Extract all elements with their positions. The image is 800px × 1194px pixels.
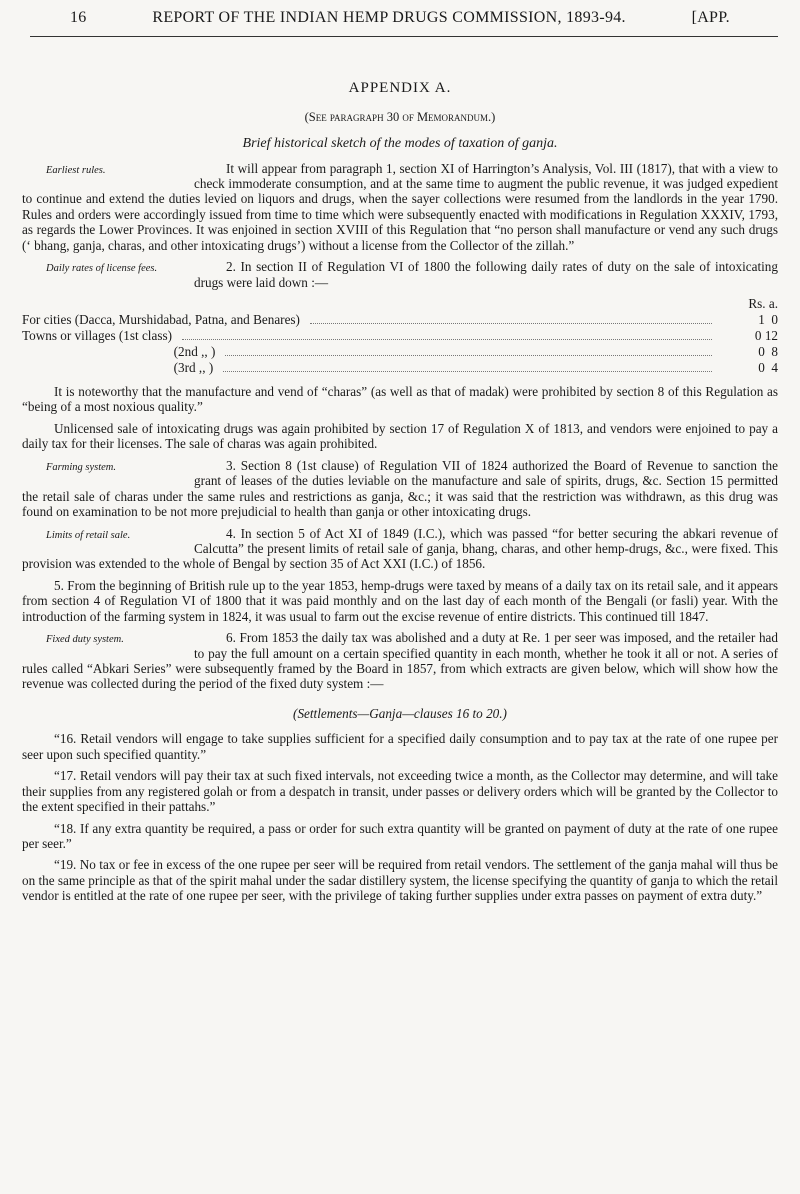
rate-row — [22, 312, 778, 328]
rates-table — [22, 296, 778, 376]
paragraph-2 — [22, 259, 778, 290]
margin-note-retail-limits: Limits of retail sale. — [46, 529, 131, 541]
margin-note-daily-rates: Daily rates of license fees. — [46, 263, 158, 275]
rate-row — [22, 328, 778, 344]
paragraph-2-unlicensed: Unlicensed sale of intoxicating drugs was again prohibited by section 17 of Regulation X of 1813, and vendors were enjoined to pay a daily tax for their licenses. The sale of charas was again prohibited. — [22, 420, 778, 452]
clauses-title: (Settlements—Ganja—clauses 16 to 20.) — [293, 705, 507, 721]
currency-header-label: Rs. a. — [748, 296, 778, 312]
clause-19: “19. No tax or fee in excess of the one rupee per seer will be required from retail vendors. The settlement of the ganja mahal will thus be on the same principle as that of the spirit mahal under the sadar distillery system, the license specifying the quantity of ganja to which the retail vendor is entitled at the rate of one rupee per seer, with the privilege of taking further supplies under extra passes on payment of extra duty.” — [22, 857, 778, 904]
leader-dots — [182, 339, 712, 340]
rate-label: Towns or villages (1st class) — [22, 328, 172, 344]
rate-row — [22, 360, 778, 376]
rate-label: (2nd ,, ) — [22, 344, 216, 360]
running-head — [70, 9, 730, 28]
rate-row — [22, 344, 778, 360]
rate-value: 0 12 — [754, 328, 778, 344]
paragraph-4 — [22, 526, 778, 572]
paragraph-3-text: 3. Section 8 (1st clause) of Regulation VII of 1824 authorized the Board of Revenue to sanction the grant of leases of the duties leviable on the manufacture and sale of spirits, drugs, &c. Section 15 permitted the retail sale of charas under the same rules and restrictions as ganja, &c.; it was said that the restriction was withdrawn, as this drug was found on examination to be not more prejudicial to health than ganja or other intoxicating drugs. — [22, 457, 778, 520]
leader-dots — [310, 323, 712, 324]
paragraph-2-text: 2. In section II of Regulation VI of 1800 the following daily rates of duty on the sale of intoxicating drugs were laid down :— — [194, 259, 778, 290]
paragraph-6-text: 6. From 1853 the daily tax was abolished and a duty at Re. 1 per seer was imposed, and the retailer had to pay the full amount on a certain specified quantity in each month, whether he took it all or not. A series of rules called “Abkari Series” were subsequently framed by the Board in 1857, from which extracts are given below, which will show how the revenue was collected during the period of the fixed duty system :— — [22, 630, 778, 692]
header-rule — [30, 36, 778, 37]
rate-value: 0 4 — [758, 360, 778, 376]
paragraph-1 — [22, 161, 778, 254]
paragraph-4-text: 4. In section 5 of Act XI of 1849 (I.C.), which was passed “for better securing the abkari revenue of Calcutta” the present limits of retail sale of ganja, bhang, charas, and other hemp-drugs, &c., were fixed. This provision was extended to the whole of Bengal by section 35 of Act XXI (I.C.) of 1856. — [22, 525, 778, 572]
rate-label: (3rd ,, ) — [22, 360, 214, 376]
document-body — [22, 80, 778, 910]
paragraph-2-noteworthy: It is noteworthy that the manufacture and vend of “charas” (as well as that of madak) were prohibited by section 8 of this Regulation as “being of a most noxious quality.” — [22, 384, 778, 415]
clause-18: “18. If any extra quantity be required, a pass or order for such extra quantity will be granted on payment of duty at the rate of one rupee per seer.” — [22, 820, 778, 851]
paragraph-1-text: It will appear from paragraph 1, section XI of Harrington’s Analysis, Vol. III (1817), that with a view to check immoderate consumption, and at the same time to augment the public revenue, it was judged expedient to continue and extend the duties levied on liquors and drugs, when the sayer collections were resumed from the landlords in the year 1790. Rules and orders were accordingly issued from time to time which were subsequently enacted with modifications in Regulation XXXIV, 1793, as regards the Lower Provinces. It was enjoined in section XVIII of this Regulation that “no person shall manufacture or vend any such drugs (‘ bhang, ganja, charas, and other intoxicating drugs’) without a license from the Collector of the zillah.” — [22, 160, 778, 253]
margin-note-earliest-rules: Earliest rules. — [46, 164, 106, 176]
clause-17: “17. Retail vendors will pay their tax at such fixed intervals, not exceeding twice a month, as the Collector may determine, and will take their supplies from any registered golah or from a despatch in transit, under passes or delivery orders which will be granted by the Collector to the extent specified in their pattahs.” — [22, 768, 778, 815]
page-number: 16 — [70, 9, 87, 26]
paragraph-5: 5. From the beginning of British rule up to the year 1853, hemp-drugs were taxed by means of a daily tax on its retail sale, and it appears from section 4 of Regulation VI of 1800 that it was paid monthly and on the last day of each month of the Bengali (or fasli) year. With the introduction of the farming system in 1824, it was usual to farm out the excise revenue of entire districts. This continued till 1847. — [22, 577, 778, 624]
appendix-title: APPENDIX A. — [348, 80, 452, 96]
rate-value: 1 0 — [758, 312, 778, 328]
document-subtitle: Brief historical sketch of the modes of taxation of ganja. — [242, 136, 558, 152]
report-title: REPORT OF THE INDIAN HEMP DRUGS COMMISSION, 1893-94. — [152, 9, 626, 26]
rate-label: For cities (Dacca, Murshidabad, Patna, and Benares) — [22, 312, 300, 328]
clause-16: “16. Retail vendors will engage to take supplies sufficient for a specified daily consumption and to pay tax at the rate of one rupee per seer upon such specified quantity.” — [22, 731, 778, 762]
paragraph-6 — [22, 630, 778, 692]
leader-dots — [223, 371, 712, 372]
leader-dots — [225, 355, 712, 356]
appendix-mark: [APP. — [691, 9, 730, 26]
rate-value: 0 8 — [758, 344, 778, 360]
memorandum-reference: (See paragraph 30 of Memorandum.) — [304, 109, 496, 124]
rates-currency-header — [22, 296, 778, 312]
paragraph-3 — [22, 458, 778, 520]
margin-note-farming-system: Farming system. — [46, 461, 116, 473]
margin-note-fixed-duty: Fixed duty system. — [46, 634, 124, 646]
